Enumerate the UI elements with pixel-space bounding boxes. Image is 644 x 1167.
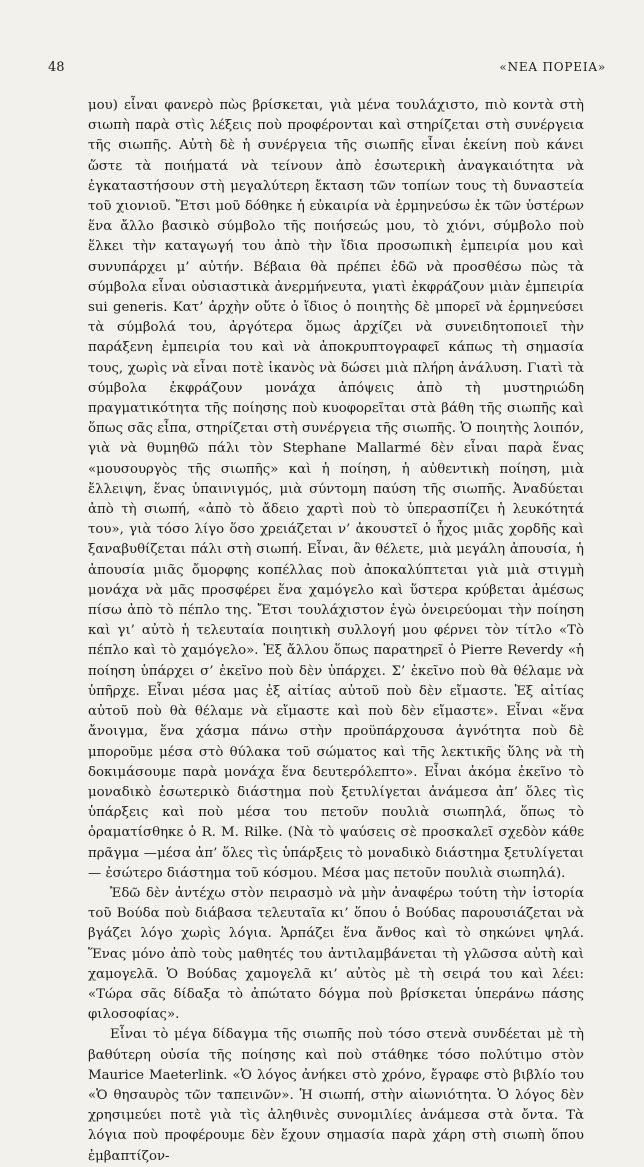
paragraph: μου) εἶναι φανερὸ πὼς βρίσκεται, γιὰ μένα τουλάχιστο, πιὸ κοντὰ στὴ σιωπὴ παρὰ στὶς λέξεις ποὺ προφέρονται καὶ στηρίζεται στὴ συνέργεια τῆς σιωπῆς. Αὐτὴ δὲ ἡ συνέργεια τῆς σιωπῆς εἶναι ἐκείνη ποὺ κάνει ὥστε τὰ ποιήματά νὰ τείνουν ἀπὸ ἐσωτερικὴ ἀναγκαιότητα νὰ ἐγκαταστήσουν στὴ μεγαλύτερη ἔκταση τῶν τοπίων τους τὴ δυναστεία τοῦ χιονιοῦ. Ἔτσι μοῦ δόθηκε ἡ εὐκαιρία νὰ ἑρμηνεύσω ἐκ τῶν ὑστέρων ἕνα ἄλλο βασικὸ σύμβολο τῆς ποιήσεώς μου, τὸ χιόνι, σύμβολο ποὺ ἕλκει τὴν καταγωγή του ἀπὸ τὴν ἴδια προσωπικὴ ἐμπειρία μου καὶ συνυπάρχει μ’ αὐτήν. Βέβαια θὰ πρέπει ἐδῶ νὰ προσθέσω πὼς τὰ σύμβολα εἶναι οὐσιαστικὰ ἀνερμήνευτα, γιατὶ ἐκφράζουν μιὰν ἐμπειρία sui generis. Κατ’ ἀρχὴν οὔτε ὁ ἴδιος ὁ ποιητὴς δὲ μπορεῖ νὰ ἑρμηνεύσει τὰ σύμβολά του, ἀργότερα ὅμως ἀρχίζει νὰ συνειδητοποιεῖ τὴν παράξενη ἐμπειρία του καὶ νὰ ἀποκρυπτογραφεῖ κάπως τὴ σημασία τους, χωρὶς νὰ εἶναι ποτὲ ἱκανὸς νὰ δώσει μιὰ πλήρη ἀνάλυση. Γιατὶ τὰ σύμβολα ἐκφράζουν μονάχα ἀπόψεις ἀπὸ τὴ μυστηριώδη πραγματικότητα τῆς ποίησης ποὺ κυοφορεῖται στὰ βάθη τῆς σιωπῆς καὶ ὅπως σᾶς εἶπα, στηρίζεται στὴ συνέργεια τῆς σιωπῆς. Ὁ ποιητὴς λοιπόν, γιὰ νὰ θυμηθῶ πάλι τὸν Stephane Mallarmé δὲν εἶναι παρὰ ἕνας «μουσουργὸς τῆς σιωπῆς» καὶ ἡ ποίηση, ἡ αὐθεντικὴ ποίηση, μιὰ ἔλλειψη, ἕνας ὑπαινιγμός, μιὰ σύντομη παύση τῆς σιωπῆς. Ἀναδύεται ἀπὸ τὴ σιωπή, «ἀπὸ τὸ ἄδειο χαρτὶ ποὺ τὸ ὑπερασπίζει ἡ λευκότητά του», γιὰ τόσο λίγο ὅσο χρειάζεται ν’ ἀκουστεῖ ὁ ἦχος μιᾶς χορδῆς καὶ ξαναβυθίζεται πάλι στὴ σιωπή. Εἶναι, ἂν θέλετε, μιὰ μεγάλη ἀπουσία, ἡ ἀπουσία μιᾶς ὄμορφης κοπέλλας ποὺ ἀποκαλύπτεται γιὰ μιὰ στιγμὴ μονάχα νὰ μᾶς προσφέρει ἕνα χαμόγελο καὶ ὕστερα κρύβεται ἀμέσως πίσω ἀπὸ τὸ πέπλο της. Ἔτσι τουλάχιστον ἐγὼ ὀνειρεύομαι τὴν ποίηση καὶ γι’ αὐτὸ ἡ τελευταία ποιητικὴ συλλογή μου φέρνει τὸν τίτλο «Τὸ πέπλο καὶ τὸ χαμόγελο». Ἐξ ἄλλου ὅπως παρατηρεῖ ὁ Pierre Reverdy «ἡ ποίηση ὑπάρχει σ’ ἐκεῖνο ποὺ δὲν ὑπάρχει. Σ’ ἐκεῖνο ποὺ θὰ θέλαμε νὰ ὑπῆρχε. Εἶναι μέσα μας ἐξ αἰτίας αὐτοῦ ποὺ δὲν εἴμαστε. Ἐξ αἰτίας αὐτοῦ ποὺ θὰ θέλαμε νὰ εἴμαστε καὶ ποὺ δὲν εἴμαστε». Εἶναι «ἕνα ἄνοιγμα, ἕνα χάσμα πάνω στὴν προϋπάρχουσα ἀγνότητα ποὺ δὲ μποροῦμε μέσα στὸ θύλακα τοῦ σώματος καὶ τῆς λεκτικῆς ὕλης νὰ τὴ δοκιμάσουμε παρὰ μονάχα ἕνα δευτερόλεπτο». Εἶναι ἀκόμα ἐκεῖνο τὸ μοναδικὸ ἐσωτερικὸ διάστημα ποὺ ξετυλίγεται ἀνάμεσα ἀπ’ ὅλες τὶς ὑπάρξεις καὶ ποὺ μέσα του πετοῦν πουλιὰ σιωπηλά, ὅπως τὸ ὁραματίσθηκε ὁ R. M. Rilke. (Νὰ τὸ ψαύσεις σὲ προσκαλεῖ σχεδὸν κάθε πρᾶγμα —μέσα ἀπ’ ὅλες τὶς ὑπάρξεις τὸ μοναδικὸ διάστημα ξετυλίγεται— ἐσώτερο διάστημα τοῦ κόσμου. Μέσα μας πετοῦν πουλιὰ σιωπηλά). [88,98,584,881]
paragraph: Εἶναι τὸ μέγα δίδαγμα τῆς σιωπῆς ποὺ τόσο στενὰ συνδέεται μὲ τὴ βαθύτερη οὐσία τῆς ποίησης καὶ ποὺ στάθηκε τόσο πολύτιμο στὸν Maurice Maeterlink. «Ὁ λόγος ἀνήκει στὸ χρόνο, ἔγραφε στὸ βιβλίο του «Ὁ θησαυρὸς τῶν ταπεινῶν». Ἡ σιωπή, στὴν αἰωνιότητα. Ὁ λόγος δὲν χρησιμεύει ποτὲ γιὰ τὶς ἀληθινὲς συνομιλίες ἀνάμεσα στὰ ὄντα. Τὰ λόγια ποὺ προφέρουμε δὲν ἔχουν σημασία παρὰ χάρη στὴ σιωπὴ ὅπου ἐμβαπτίζον- [88,1027,584,1164]
body-text [88,96,584,1167]
page-header [48,60,606,80]
page-number: 48 [48,60,65,75]
paragraph: Ἐδῶ δὲν ἀντέχω στὸν πειρασμὸ νὰ μὴν ἀναφέρω τούτη τὴν ἱστορία τοῦ Βούδα ποὺ διάβασα τελευταῖα κι’ ὅπου ὁ Βούδας παρουσιάζεται νὰ βγάζει λόγο χωρὶς λόγια. Ἁρπάζει ἕνα ἄνθος καὶ τὸ σηκώνει ψηλά. Ἕνας μόνο ἀπὸ τοὺς μαθητές του ἀντιλαμβάνεται τὴ γλῶσσα αὐτὴ καὶ χαμογελᾶ. Ὁ Βούδας χαμογελᾶ κι’ αὐτὸς μὲ τὴ σειρά του καὶ λέει: «Τώρα σᾶς δίδαξα τὸ ἀπώτατο δόγμα ποὺ βρίσκεται ὑπεράνω πάσης φιλοσοφίας». [88,885,584,1023]
running-head: «ΝΕΑ ΠΟΡΕΙΑ» [499,60,606,74]
